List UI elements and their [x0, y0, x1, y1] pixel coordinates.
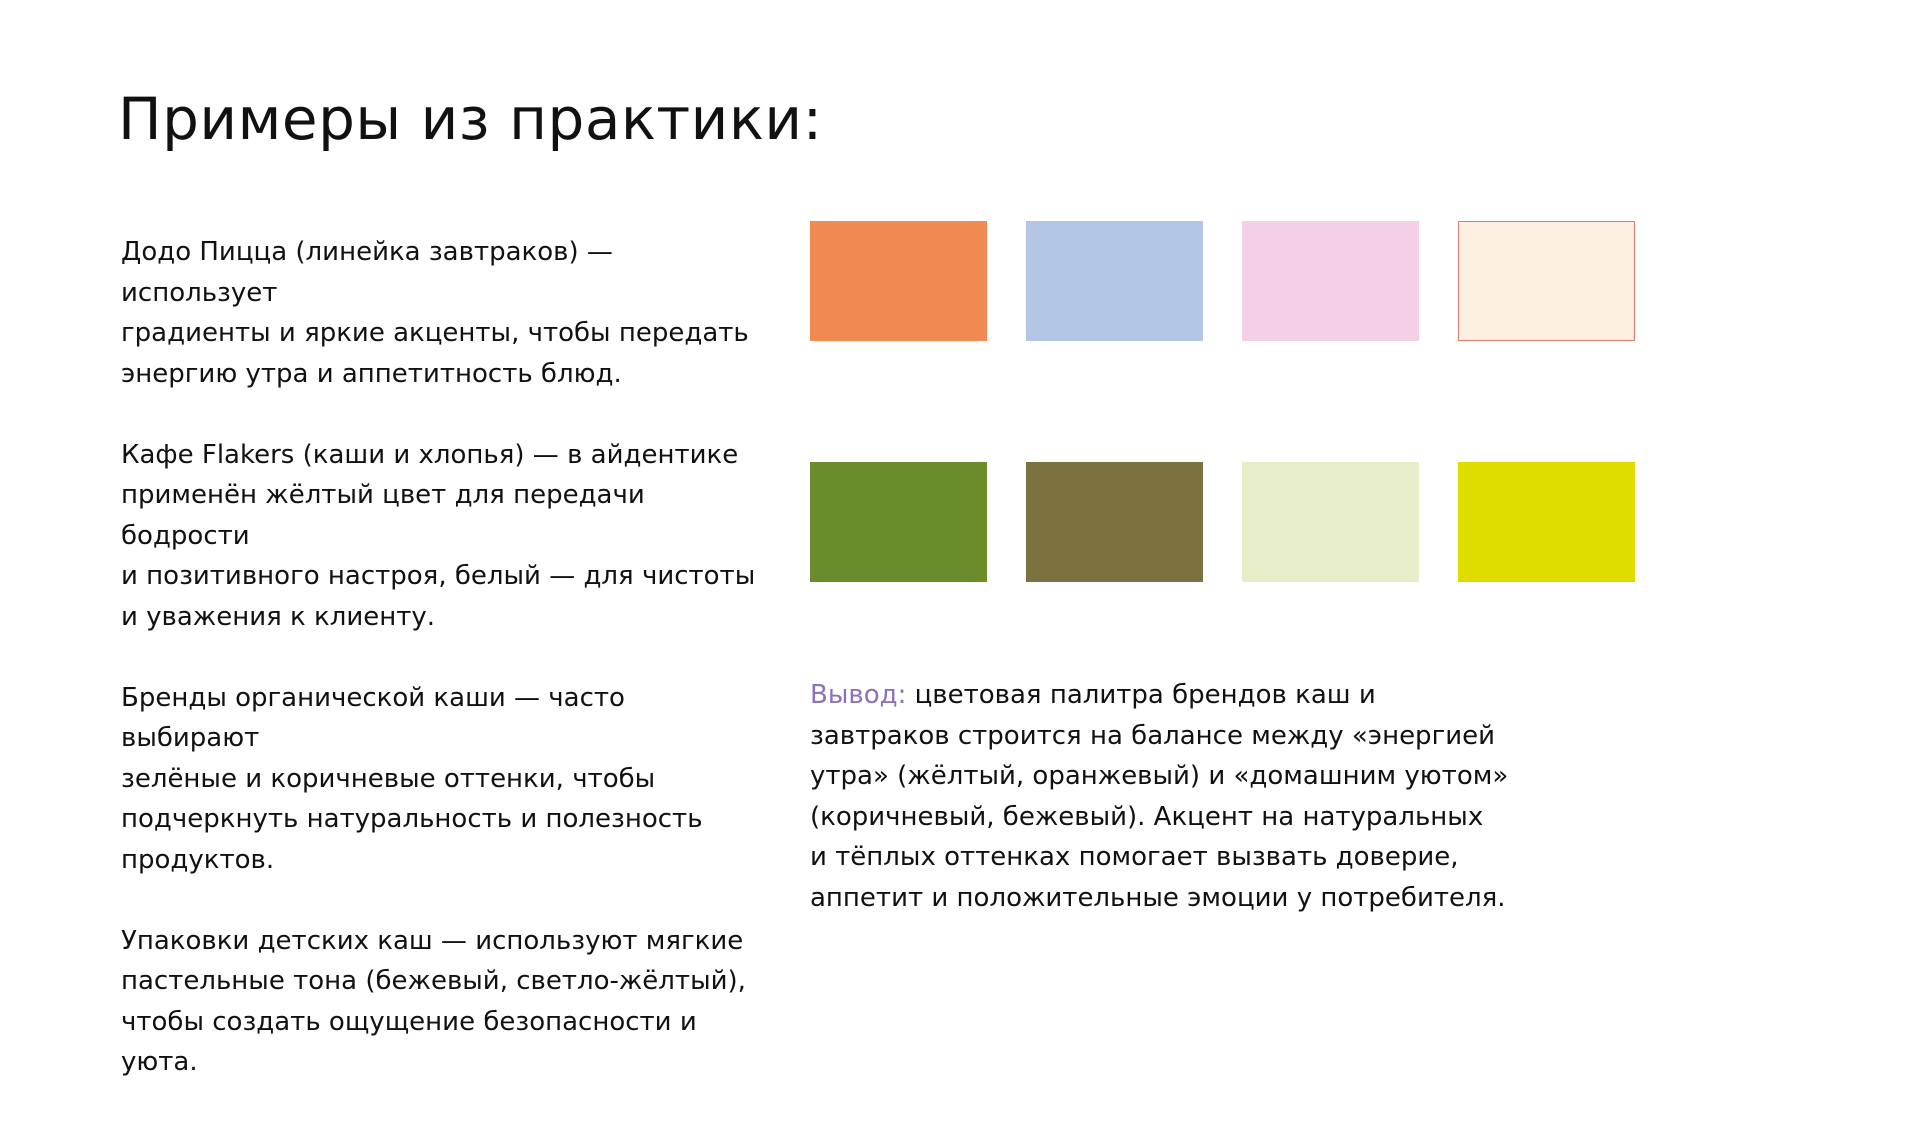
swatch-light-blue	[1026, 221, 1203, 341]
color-palette	[810, 221, 1640, 583]
conclusion-body: цветовая палитра брендов каш и завтраков строится на балансе между «энергией утра» (жёлтый, оранжевый) и «домашним уютом» (коричневый, бежевый). Акцент на натуральных и тёплых оттенках помогает вызвать доверие, аппетит и положительные эмоции у потребителя.	[810, 680, 1509, 913]
examples-list	[121, 232, 771, 1123]
example-organic-porridge-brands: Бренды органической каши — часто выбирают зелёные и коричневые оттенки, чтобы подчеркнуть натуральность и полезность продуктов.	[121, 682, 703, 875]
swatch-olive-brown	[1026, 462, 1203, 582]
conclusion-label: Вывод:	[810, 680, 907, 710]
swatch-pale-green	[1242, 462, 1419, 582]
swatch-orange	[810, 221, 987, 341]
swatch-cream	[1458, 221, 1635, 341]
swatch-pink	[1242, 221, 1419, 341]
page-title: Примеры из практики:	[118, 85, 823, 153]
conclusion-text	[810, 675, 1550, 918]
example-baby-porridge-packaging: Упаковки детских каш — используют мягкие пастельные тона (бежевый, светло-жёлтый), чтобы создать ощущение безопасности и уюта.	[121, 925, 746, 1077]
example-flakers-cafe: Кафе Flakers (каши и хлопья) — в айдентике применён жёлтый цвет для передачи бодрости и позитивного настроя, белый — для чистоты и уважения к клиенту.	[121, 439, 756, 632]
example-dodo-pizza: Додо Пицца (линейка завтраков) — использует градиенты и яркие акценты, чтобы передать энергию утра и аппетитность блюд.	[121, 237, 749, 389]
swatch-green	[810, 462, 987, 582]
swatch-yellow	[1458, 462, 1635, 582]
